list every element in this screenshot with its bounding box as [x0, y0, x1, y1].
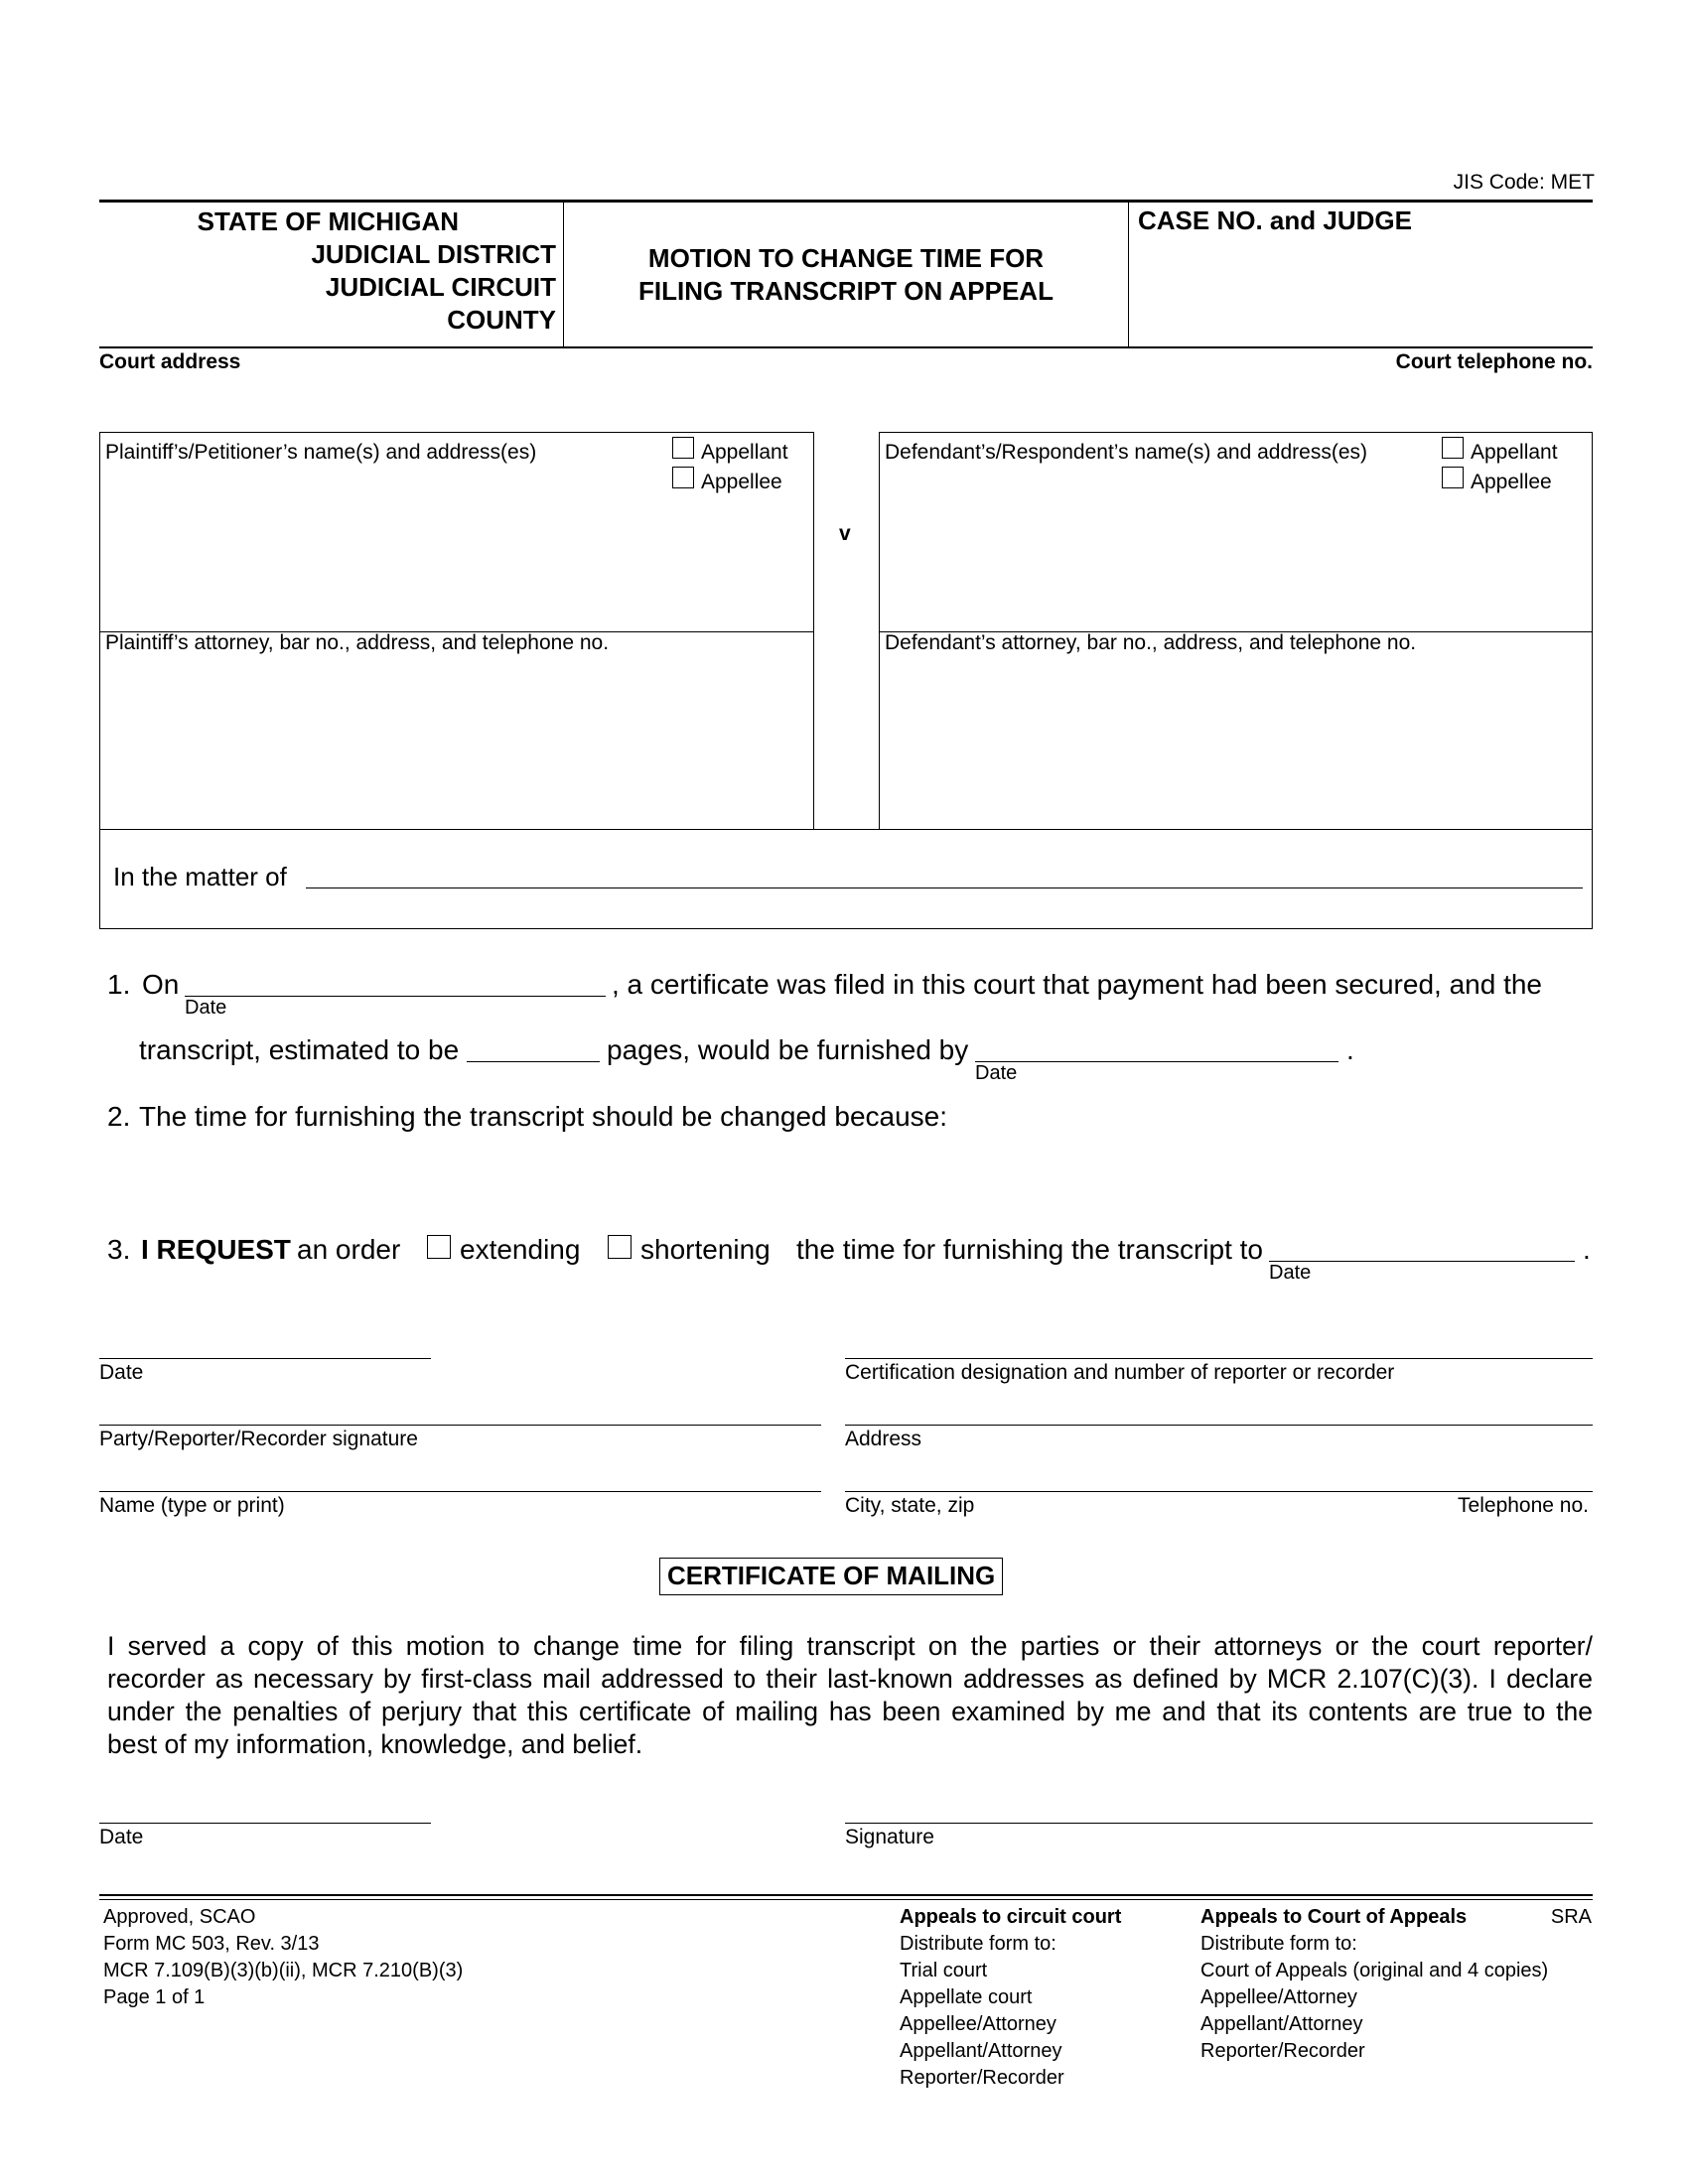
- cert-date-field[interactable]: [99, 1823, 431, 1824]
- item1-period: .: [1346, 1034, 1354, 1065]
- item1-on: On: [142, 969, 180, 1000]
- footer-coa-item: Court of Appeals (original and 4 copies): [1200, 1960, 1549, 1981]
- header-top-rule: [99, 200, 1593, 203]
- certificate-line1: I served a copy of this motion to change time for filing transcript on the parties or their attorneys or the court reporter/: [107, 1631, 1593, 1661]
- cert-signature-label: Signature: [845, 1826, 934, 1848]
- shortening-checkbox[interactable]: [608, 1235, 632, 1259]
- county: COUNTY: [447, 305, 556, 335]
- footer-circuit-item: Appellant/Attorney: [900, 2040, 1062, 2062]
- defendant-label: Defendant’s/Respondent’s name(s) and address(es): [885, 441, 1368, 464]
- item1-furnish-date-field[interactable]: [975, 1061, 1338, 1062]
- footer-rule-2: [99, 1899, 1593, 1900]
- defendant-appellee-label: Appellee: [1471, 471, 1552, 493]
- item3-date-label: Date: [1269, 1262, 1312, 1284]
- item2-number: 2.: [107, 1101, 131, 1132]
- matter-of-label: In the matter of: [113, 862, 287, 891]
- certificate-line2: recorder as necessary by first-class mail addressed to their last-known addresses as defined by MCR 2.107(C)(3). I declare: [107, 1664, 1593, 1694]
- plaintiff-attorney-label: Plaintiff’s attorney, bar no., address, and telephone no.: [105, 631, 610, 654]
- item3-order: an order: [297, 1234, 401, 1265]
- telephone-label: Telephone no.: [1458, 1494, 1589, 1517]
- item1-line2-b: pages, would be furnished by: [607, 1034, 969, 1065]
- name-label: Name (type or print): [99, 1494, 285, 1517]
- court-telephone-label: Court telephone no.: [1395, 350, 1593, 373]
- certification-field[interactable]: [845, 1358, 1593, 1359]
- footer-coa-item: Distribute form to:: [1200, 1933, 1357, 1955]
- matter-box: [99, 829, 1593, 929]
- plaintiff-appellant-checkbox[interactable]: [672, 437, 694, 459]
- party-signature-label: Party/Reporter/Recorder signature: [99, 1428, 418, 1450]
- item3-number: 3.: [107, 1234, 131, 1265]
- footer-coa-item: Appellee/Attorney: [1200, 1986, 1357, 2008]
- item1-number: 1.: [107, 969, 131, 1000]
- footer-approved: Approved, SCAO: [103, 1906, 256, 1928]
- certificate-body: [107, 1630, 1593, 1761]
- plaintiff-appellant-label: Appellant: [701, 441, 788, 464]
- item1-date-field[interactable]: [185, 996, 606, 997]
- sig-date-field[interactable]: [99, 1358, 431, 1359]
- versus-label: v: [839, 522, 851, 545]
- judicial-circuit: JUDICIAL CIRCUIT: [325, 272, 556, 302]
- case-no-judge: CASE NO. and JUDGE: [1138, 205, 1412, 235]
- name-field[interactable]: [99, 1491, 821, 1492]
- footer-coa-item: Reporter/Recorder: [1200, 2040, 1365, 2062]
- item1-text: , a certificate was filed in this court that payment had been secured, and the: [612, 969, 1542, 1000]
- city-label: City, state, zip: [845, 1494, 975, 1517]
- jis-code: JIS Code: MET: [1453, 171, 1595, 194]
- certificate-line4: best of my information, knowledge, and belief.: [107, 1729, 643, 1759]
- item3-date-field[interactable]: [1269, 1261, 1575, 1262]
- form-title: [564, 242, 1128, 308]
- footer-page: Page 1 of 1: [103, 1986, 206, 2008]
- footer-coa-item: Appellant/Attorney: [1200, 2013, 1363, 2035]
- item1-line2-a: transcript, estimated to be: [139, 1034, 460, 1065]
- item3-period: .: [1583, 1234, 1591, 1265]
- footer-circuit-item: Appellate court: [900, 1986, 1033, 2008]
- item3-text: the time for furnishing the transcript to: [796, 1234, 1263, 1265]
- extending-checkbox[interactable]: [427, 1235, 451, 1259]
- court-address-label: Court address: [99, 350, 241, 373]
- item1-date-label: Date: [185, 997, 227, 1019]
- certification-label: Certification designation and number of reporter or recorder: [845, 1361, 1395, 1384]
- form-title-line1: MOTION TO CHANGE TIME FOR: [647, 243, 1045, 273]
- item1-furnish-date-label: Date: [975, 1062, 1018, 1084]
- defendant-appellant-checkbox[interactable]: [1442, 437, 1464, 459]
- footer-circuit-title: Appeals to circuit court: [900, 1906, 1122, 1928]
- footer-coa-distribution: [1200, 1904, 1548, 2065]
- defendant-appellant-label: Appellant: [1471, 441, 1558, 464]
- footer-circuit-item: Appellee/Attorney: [900, 2013, 1056, 2035]
- footer-rule-1: [99, 1894, 1593, 1896]
- defendant-attorney-label: Defendant’s attorney, bar no., address, and telephone no.: [885, 631, 1417, 654]
- state-name: STATE OF MICHIGAN: [197, 206, 459, 236]
- plaintiff-label: Plaintiff’s/Petitioner’s name(s) and address(es): [105, 441, 537, 464]
- cert-signature-field[interactable]: [845, 1823, 1593, 1824]
- plaintiff-appellee-checkbox[interactable]: [672, 467, 694, 488]
- address-field[interactable]: [845, 1425, 1593, 1426]
- matter-of-field[interactable]: [306, 887, 1583, 888]
- footer-mcr: MCR 7.109(B)(3)(b)(ii), MCR 7.210(B)(3): [103, 1960, 464, 1981]
- address-label: Address: [845, 1428, 922, 1450]
- sig-date-label: Date: [99, 1361, 144, 1384]
- certificate-line3: under the penalties of perjury that this certificate of mailing has been examined by me and that its contents are true to the: [107, 1697, 1593, 1726]
- cert-date-label: Date: [99, 1826, 144, 1848]
- header-divider-2: [1128, 200, 1129, 348]
- header-bottom-rule: [99, 346, 1593, 348]
- plaintiff-appellee-label: Appellee: [701, 471, 782, 493]
- defendant-appellee-checkbox[interactable]: [1442, 467, 1464, 488]
- form-title-line2: FILING TRANSCRIPT ON APPEAL: [638, 276, 1054, 306]
- footer-form-number: Form MC 503, Rev. 3/13: [103, 1933, 320, 1955]
- footer-circuit-item: Trial court: [900, 1960, 988, 1981]
- judicial-district: JUDICIAL DISTRICT: [311, 239, 556, 269]
- footer-circuit-item: Reporter/Recorder: [900, 2067, 1064, 2089]
- estimated-pages-field[interactable]: [467, 1061, 600, 1062]
- footer-form-info: [103, 1904, 463, 2011]
- footer-coa-title: Appeals to Court of Appeals: [1200, 1906, 1468, 1928]
- extending-label: extending: [460, 1234, 581, 1265]
- footer-sra: SRA: [1550, 1906, 1592, 1928]
- party-signature-field[interactable]: [99, 1425, 821, 1426]
- court-jurisdiction: [99, 205, 556, 337]
- item2-text: The time for furnishing the transcript should be changed because:: [139, 1101, 948, 1132]
- city-state-zip-field[interactable]: [845, 1491, 1593, 1492]
- certificate-title: CERTIFICATE OF MAILING: [659, 1558, 1003, 1595]
- item3-request: I REQUEST: [141, 1234, 291, 1265]
- footer-circuit-item: Distribute form to:: [900, 1933, 1056, 1955]
- footer-circuit-distribution: [900, 1904, 1121, 2092]
- shortening-label: shortening: [640, 1234, 771, 1265]
